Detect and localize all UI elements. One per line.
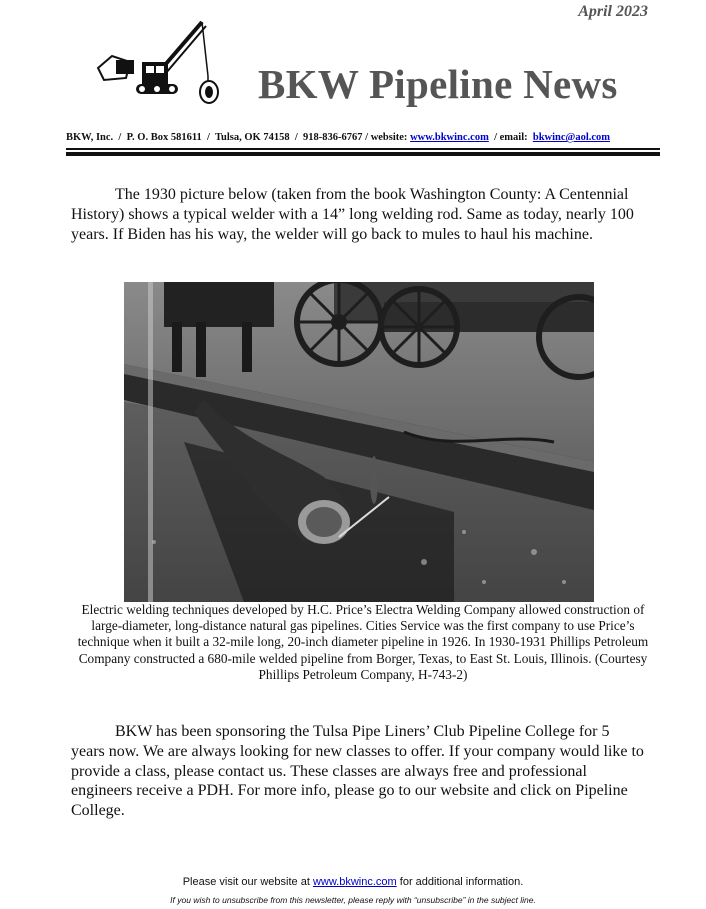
phone: 918-836-6767 bbox=[303, 132, 363, 143]
crane-logo bbox=[90, 18, 222, 104]
article-pipeline-college bbox=[71, 722, 646, 821]
email-label: email: bbox=[499, 132, 528, 143]
article-welding-text: The 1930 picture below (taken from the book Washington County: A Centennial History) shows a typical welder with a 14” long welding rod. Same as today, nearly 100 years. If Biden has his way, the welder will go back to mules to haul his machine. bbox=[71, 186, 634, 243]
issue-date: April 2023 bbox=[578, 3, 648, 20]
footer-visit-suffix: for additional information. bbox=[399, 876, 524, 888]
article-welding-intro bbox=[71, 185, 646, 244]
company-name: BKW, Inc. bbox=[66, 132, 114, 143]
footer-website-link[interactable]: www.bkwinc.com bbox=[312, 876, 397, 888]
footer-visit bbox=[0, 876, 706, 888]
website-link[interactable]: www.bkwinc.com bbox=[410, 132, 489, 143]
footer-unsubscribe: If you wish to unsubscribe from this newsletter, please reply with “unsubscribe” in the subject line. bbox=[170, 895, 536, 905]
po-box: P. O. Box 581611 bbox=[126, 132, 202, 143]
website-label: website: bbox=[370, 132, 408, 143]
article-pipeline-college-text: BKW has been sponsoring the Tulsa Pipe Liners’ Club Pipeline College for 5 years now. We are always looking for new classes to offer. If your company would like to provide a class, please contact us. These classes are always free and professional engineers receive a PDH. For more info, please go to our website and click on Pipeline College. bbox=[71, 723, 644, 820]
footer-visit-prefix: Please visit our website at bbox=[182, 876, 310, 888]
welder-photo bbox=[124, 282, 594, 602]
contact-line: BKW, Inc. / P. O. Box 581611 / Tulsa, OK 74158 / 918-836-6767 / website: www.bkwinc.com / email: bkwinc@aol.com bbox=[66, 132, 611, 143]
photo-caption: Electric welding techniques developed by H.C. Price’s Electra Welding Company allowed construction of large-diameter, long-distance natural gas pipelines. Cities Service was the first company to use Price’s technique when it built a 32-mile long, 20-inch diameter pipeline in 1926. In 1930-1931 Phillips Petroleum Company constructed a 680-mile welded pipeline from Borger, Texas, to East St. Louis, Illinois. (Courtesy Phillips Petroleum Company, H-743-2) bbox=[77, 602, 649, 682]
email-link[interactable]: bkwinc@aol.com bbox=[532, 132, 611, 143]
header-divider-thick bbox=[66, 152, 660, 156]
city: Tulsa, OK 74158 bbox=[215, 132, 290, 143]
newsletter-title: BKW Pipeline News bbox=[258, 61, 618, 107]
header-divider bbox=[66, 148, 660, 150]
